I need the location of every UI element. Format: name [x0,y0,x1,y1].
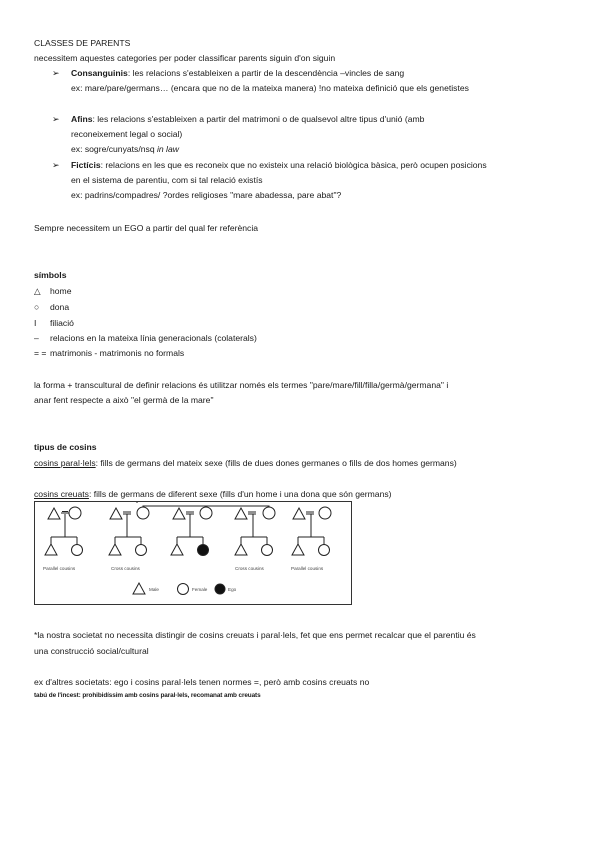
page-title: CLASSES DE PARENTS [34,38,131,48]
legend-label: Male [149,587,159,592]
diagram-label: Parallel cousins [43,566,76,571]
category-example: ex: padrins/compadres/ ?ordes religioses "mare abadessa, pare abat"? [71,190,342,200]
circle-icon [319,545,330,556]
equals-icon: = = [34,348,47,358]
circle-icon [319,507,331,519]
category-definition: : relacions en les que es reconeix que no existeix una relació biològica bàsica, però ocupen posicions [100,160,487,170]
intro-text: necessitem aquestes categories per poder classificar parents siguin d'on siguin [34,53,336,63]
legend-label: Ego [228,587,237,592]
bullet-arrow-icon: ➢ [52,160,60,170]
legend-circle-icon [178,584,189,595]
dash-icon: – [34,333,39,343]
symbol-row: I filiació [34,318,74,328]
symbols-heading: símbols [34,270,67,280]
cross-cousins-def: cosins creuats: fills de germans de diferent sexe (fills d'un home i una dona que són germans) [34,489,392,499]
circle-icon [137,507,149,519]
symbol-row: △ home [34,286,72,296]
category-example: ex: mare/pare/germans… (encara que no de la mateixa manera) !no mateixa definició que els genetistes [71,83,469,93]
category-example: ex: sogre/cunyats/nsq in law [71,144,179,154]
triangle-icon [293,508,305,519]
category-term: Afins [71,114,93,124]
category-definition: : les relacions s'estableixen a partir del matrimoni o de qualsevol altre tipus d'unió (amb [92,114,425,124]
diagram-label: Parallel cousins [291,566,324,571]
circle-icon [136,545,147,556]
legend-label: Female [192,587,208,592]
bullet-arrow-icon: ➢ [52,68,60,78]
symbol-row: = = matrimonis - matrimonis no formals [34,348,185,358]
circle-icon [262,545,273,556]
parallel-cousins-def: cosins paral·lels: fills de germans del mateix sexe (fills de dues dones germanes o fills de dos homes germans) [34,458,457,468]
circle-icon: ○ [34,302,40,312]
triangle-icon [45,544,57,555]
triangle-icon [48,508,60,519]
triangle-icon [110,508,122,519]
society-note-cont: una construcció social/cultural [34,646,149,656]
legend-triangle-icon [133,583,145,594]
triangle-icon [292,544,304,555]
category-definition-cont: en el sistema de parentiu, com si tal relació existís [71,175,263,185]
triangle-icon [235,508,247,519]
triangle-icon [235,544,247,555]
category-term: Consanguinis [71,68,128,78]
circle-icon [263,507,275,519]
triangle-icon [171,544,183,555]
symbol-row: – relacions en la mateixa línia generacionals (colaterals) [34,333,257,343]
other-societies-text: ex d'altres societats: ego i cosins paral·lels tenen normes =, però amb cosins creuats no [34,677,370,687]
incest-taboo-text: tabú de l'incest: prohibidíssim amb cosins paral·lels, recomanat amb creuats [34,692,261,699]
transcultural-text-cont: anar fent respecte a això "el germà de la mare" [34,395,214,405]
category-consanguinis [71,67,404,79]
transcultural-text: la forma + transcultural de definir relacions és utilitzar només els termes "pare/mare/fill/filla/germà/germana" i [34,380,449,390]
circle-icon [200,507,212,519]
category-ficticis [71,159,487,171]
society-note: *la nostra societat no necessita distingir de cosins creuats i paral·lels, fet que ens permet recalcar que el parentiu és [34,630,476,640]
circle-icon [69,507,81,519]
ego-note: Sempre necessitem un EGO a partir del qual fer referència [34,223,259,233]
kinship-diagram-svg [35,502,351,604]
kinship-diagram [34,501,352,605]
symbol-row: ○ dona [34,302,70,312]
triangle-icon [173,508,185,519]
category-term: Fictícis [71,160,101,170]
triangle-icon: △ [34,286,41,296]
triangle-icon [109,544,121,555]
circle-icon [72,545,83,556]
filled-circle-icon [198,545,209,556]
vertical-line-icon: I [34,318,37,328]
category-definition-cont: reconeixement legal o social) [71,129,183,139]
cousins-heading: tipus de cosins [34,442,97,452]
bullet-arrow-icon: ➢ [52,114,60,124]
category-afins [71,113,424,125]
category-definition: : les relacions s'estableixen a partir de la descendència –vincles de sang [127,68,405,78]
diagram-label: Cross cousins [235,566,264,571]
legend-filled-circle-icon [215,584,225,594]
diagram-label: Cross cousins [111,566,140,571]
